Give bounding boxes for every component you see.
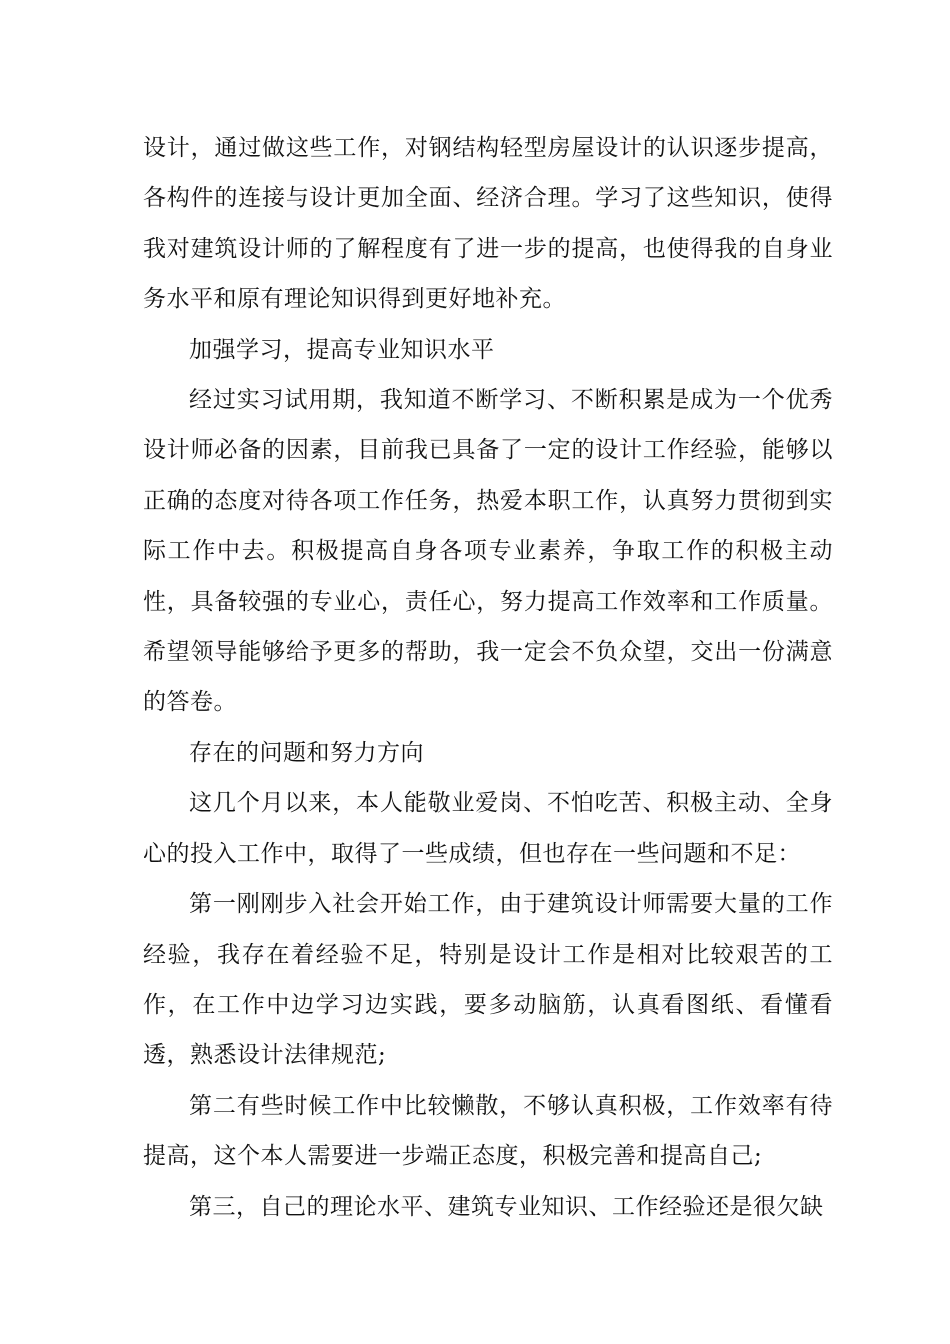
paragraph-problem-first: 第一刚刚步入社会开始工作，由于建筑设计师需要大量的工作经验，我存在着经验不足，特别是设计工作是相对比较艰苦的工作，在工作中边学习边实践，要多动脑筋，认真看图纸、看懂看透，熟悉设计法律规范;: [143, 891, 833, 1069]
paragraph-study: 经过实习试用期，我知道不断学习、不断积累是成为一个优秀设计师必备的因素，目前我已具备了一定的设计工作经验，能够以正确的态度对待各项工作任务，热爱本职工作，认真努力贯彻到实际工作中去。积极提高自身各项专业素养，争取工作的积极主动性，具备较强的专业心，责任心，努力提高工作效率和工作质量。希望领导能够给予更多的帮助，我一定会不负众望，交出一份满意的答卷。: [143, 387, 833, 716]
paragraph-problems-intro: 这几个月以来，本人能敬业爱岗、不怕吃苦、积极主动、全身心的投入工作中，取得了一些成绩，但也存在一些问题和不足：: [143, 790, 833, 867]
section-heading-problems: 存在的问题和努力方向: [189, 739, 424, 766]
section-heading-study: 加强学习，提高专业知识水平: [189, 336, 495, 363]
paragraph-problem-third: 第三，自己的理论水平、建筑专业知识、工作经验还是很欠缺: [189, 1193, 824, 1220]
paragraph-continuation: 设计，通过做这些工作，对钢结构轻型房屋设计的认识逐步提高，各构件的连接与设计更加全面、经济合理。学习了这些知识，使得我对建筑设计师的了解程度有了进一步的提高，也使得我的自身业务水平和原有理论知识得到更好地补充。: [143, 135, 833, 313]
paragraph-problem-second: 第二有些时候工作中比较懒散，不够认真积极，工作效率有待提高，这个本人需要进一步端正态度，积极完善和提高自己;: [143, 1092, 833, 1170]
document-body: [143, 123, 833, 1232]
